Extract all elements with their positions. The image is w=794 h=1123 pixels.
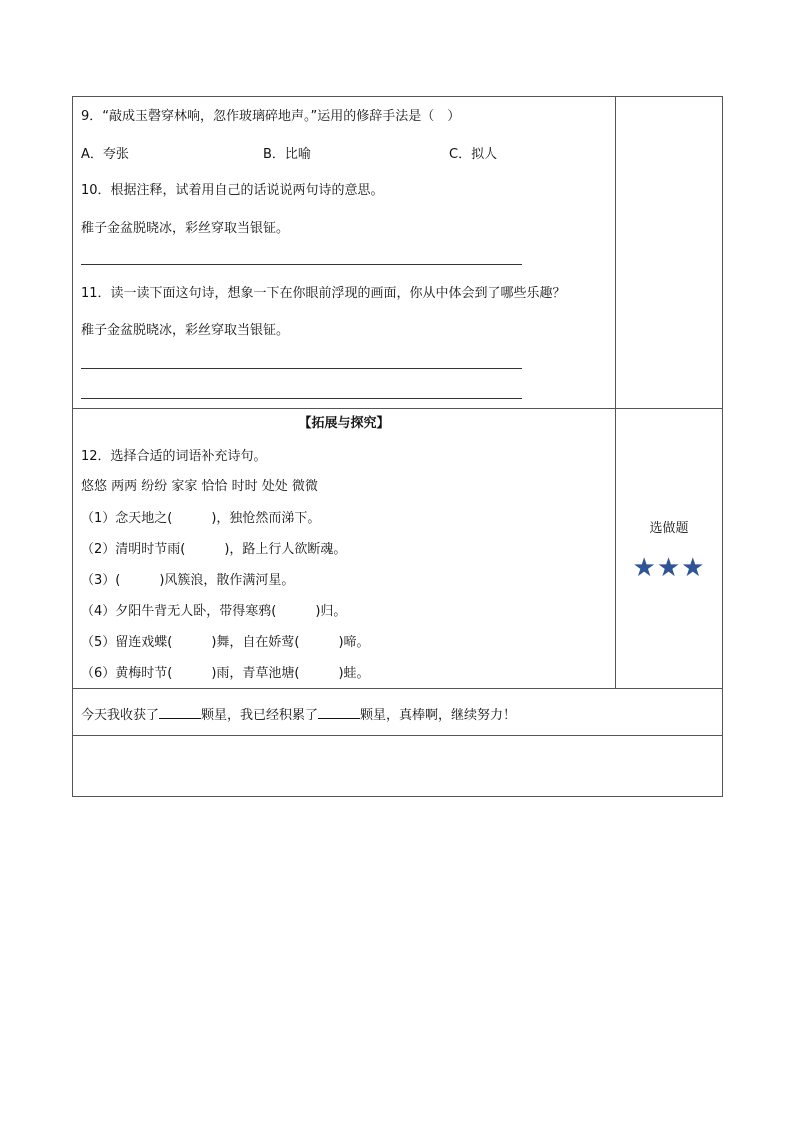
star-rating-icon: ★★★ xyxy=(632,553,706,583)
section-heading: 【拓展与探究】 xyxy=(298,416,390,431)
summary-text xyxy=(81,706,516,724)
answer-line-11a[interactable] xyxy=(81,368,522,369)
question-9: 9．“敲成玉磬穿林响，忽作玻璃碎地声。”运用的修辞手法是（ ） xyxy=(81,109,461,124)
summary-cell xyxy=(73,689,723,736)
section-extension-row xyxy=(73,409,723,689)
question-10-poem: 稚子金盆脱晓冰，彩丝穿取当银钲。 xyxy=(81,221,290,236)
question-11-poem: 稚子金盆脱晓冰，彩丝穿取当银钲。 xyxy=(81,323,290,338)
stars-total-blank[interactable] xyxy=(318,706,360,719)
summary-part-1: 今天我收获了 xyxy=(81,708,160,723)
question-12: 12．选择合适的词语补充诗句。 xyxy=(81,449,267,464)
q9-option-b: B．比喻 xyxy=(263,147,311,162)
optional-cell xyxy=(616,409,723,689)
fill-item-1: （1）念天地之( )，独怆然而涕下。 xyxy=(81,511,321,526)
section-questions-row xyxy=(73,97,723,409)
answer-line-11b[interactable] xyxy=(81,398,522,399)
optional-label: 选做题 xyxy=(649,521,689,536)
word-bank: 悠悠 两两 纷纷 家家 恰恰 时时 处处 微微 xyxy=(81,479,318,494)
questions-cell xyxy=(73,97,616,409)
q9-option-a: A．夸张 xyxy=(81,147,129,162)
fill-item-2: （2）清明时节雨( )，路上行人欲断魂。 xyxy=(81,542,347,557)
summary-row xyxy=(73,689,723,736)
extension-cell xyxy=(73,409,616,689)
fill-item-5: （5）留连戏蝶( )舞，自在娇莺( )啼。 xyxy=(81,635,370,650)
answer-line-10[interactable] xyxy=(81,264,522,265)
q9-option-c: C．拟人 xyxy=(449,147,498,162)
empty-cell xyxy=(73,736,723,797)
fill-item-3: （3）( )风簇浪，散作满河星。 xyxy=(81,573,295,588)
fill-item-6: （6）黄梅时节( )雨，青草池塘( )蛙。 xyxy=(81,666,370,681)
stars-earned-blank[interactable] xyxy=(159,706,201,719)
question-11: 11．读一读下面这句诗，想象一下在你眼前浮现的画面，你从中体会到了哪些乐趣？ xyxy=(81,286,566,301)
side-cell-empty xyxy=(616,97,723,409)
worksheet-table xyxy=(72,96,723,797)
summary-part-3: 颗星，真棒啊，继续努力！ xyxy=(360,708,517,723)
question-10: 10．根据注释，试着用自己的话说说两句诗的意思。 xyxy=(81,183,384,198)
empty-row xyxy=(73,736,723,797)
summary-part-2: 颗星，我已经积累了 xyxy=(201,708,319,723)
fill-item-4: （4）夕阳牛背无人卧，带得寒鸦( )归。 xyxy=(81,604,347,619)
